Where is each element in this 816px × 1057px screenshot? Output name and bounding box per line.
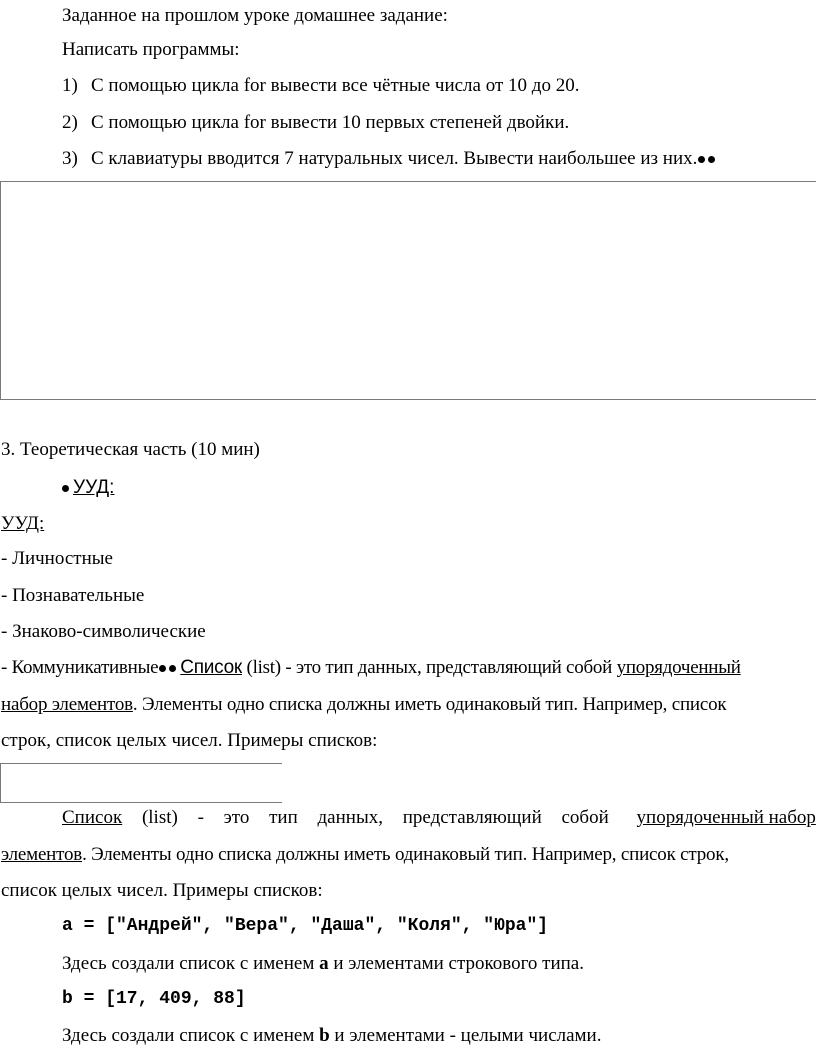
task-text: С помощью цикла for вывести 10 первых степеней двойки. [91, 112, 570, 133]
definition-text: . Элементы одно списка должны иметь одинаковый тип. Например, список [132, 694, 727, 715]
bullet-dot-icon [698, 156, 705, 163]
uud-item: - Коммуникативные [1, 657, 159, 678]
uud-item: - Знаково-символические [1, 621, 206, 642]
word: (list) [141, 807, 178, 828]
word: данных, [317, 807, 383, 828]
bullet-dot-icon [708, 156, 715, 163]
definition-line-3: строк, список целых чисел. Примеры списков: [1, 730, 378, 751]
definition-text: . Элементы одно списка должны иметь одинаковый тип. Например, список строк, [82, 844, 729, 865]
variable-name: a [319, 953, 329, 974]
uud-bullet: УУД: [62, 478, 114, 497]
theory-title: 3. Теоретическая часть (10 мин) [1, 439, 260, 460]
task-item-2 [62, 113, 569, 132]
elements-term: элементов [1, 844, 83, 865]
homework-subheading: Написать программы: [62, 39, 240, 60]
task-number: 2) [62, 112, 78, 133]
code-example-a: a = ["Андрей", "Вера", "Даша", "Коля", "Юра"] [62, 916, 549, 936]
empty-frame-small [0, 763, 282, 803]
definition-paragraph-line-2 [1, 845, 729, 864]
list-term: Список [180, 657, 242, 678]
word: собой [561, 807, 609, 828]
definition-text: (list) - это тип данных, представляющий собой [242, 657, 617, 678]
task-item-3 [62, 149, 715, 168]
definition-paragraph-line-3: список целых чисел. Примеры списков: [1, 880, 323, 901]
ordered-term: упорядоченный [616, 657, 741, 678]
example-a-description: Здесь создали список с именем a и элементами строкового типа. [62, 953, 584, 974]
task-item-1 [62, 76, 579, 95]
task-number: 1) [62, 75, 78, 96]
uud-item: - Познавательные [1, 585, 145, 606]
uud-item: - Личностные [1, 548, 113, 569]
variable-name: b [319, 1025, 330, 1046]
task-text: С помощью цикла for вывести все чётные числа от 10 до 20. [91, 75, 580, 96]
word: представляющий [402, 807, 542, 828]
uud-heading: УУД: [1, 513, 45, 534]
ordered-term: упорядоченный набор [636, 807, 816, 828]
bullet-dot-icon [62, 485, 69, 492]
list-term: Список [62, 807, 123, 828]
definition-paragraph-line-1 [62, 808, 816, 827]
elements-term: набор элементов [1, 694, 133, 715]
definition-line-2 [1, 695, 726, 714]
bullet-dot-icon [169, 665, 176, 672]
task-text: С клавиатуры вводится 7 натуральных чисел. Вывести наибольшее из них. [91, 148, 698, 169]
homework-heading: Заданное на прошлом уроке домашнее задание: [62, 5, 448, 26]
bullet-dot-icon [159, 665, 166, 672]
word: - [197, 807, 204, 828]
code-example-b: b = [17, 409, 88] [62, 989, 246, 1009]
empty-frame [0, 181, 816, 400]
task-number: 3) [62, 148, 78, 169]
uud-item-with-definition [1, 658, 741, 677]
word: это [223, 807, 250, 828]
example-b-description: Здесь создали список с именем b и элементами - целыми числами. [62, 1025, 602, 1046]
word: тип [269, 807, 298, 828]
